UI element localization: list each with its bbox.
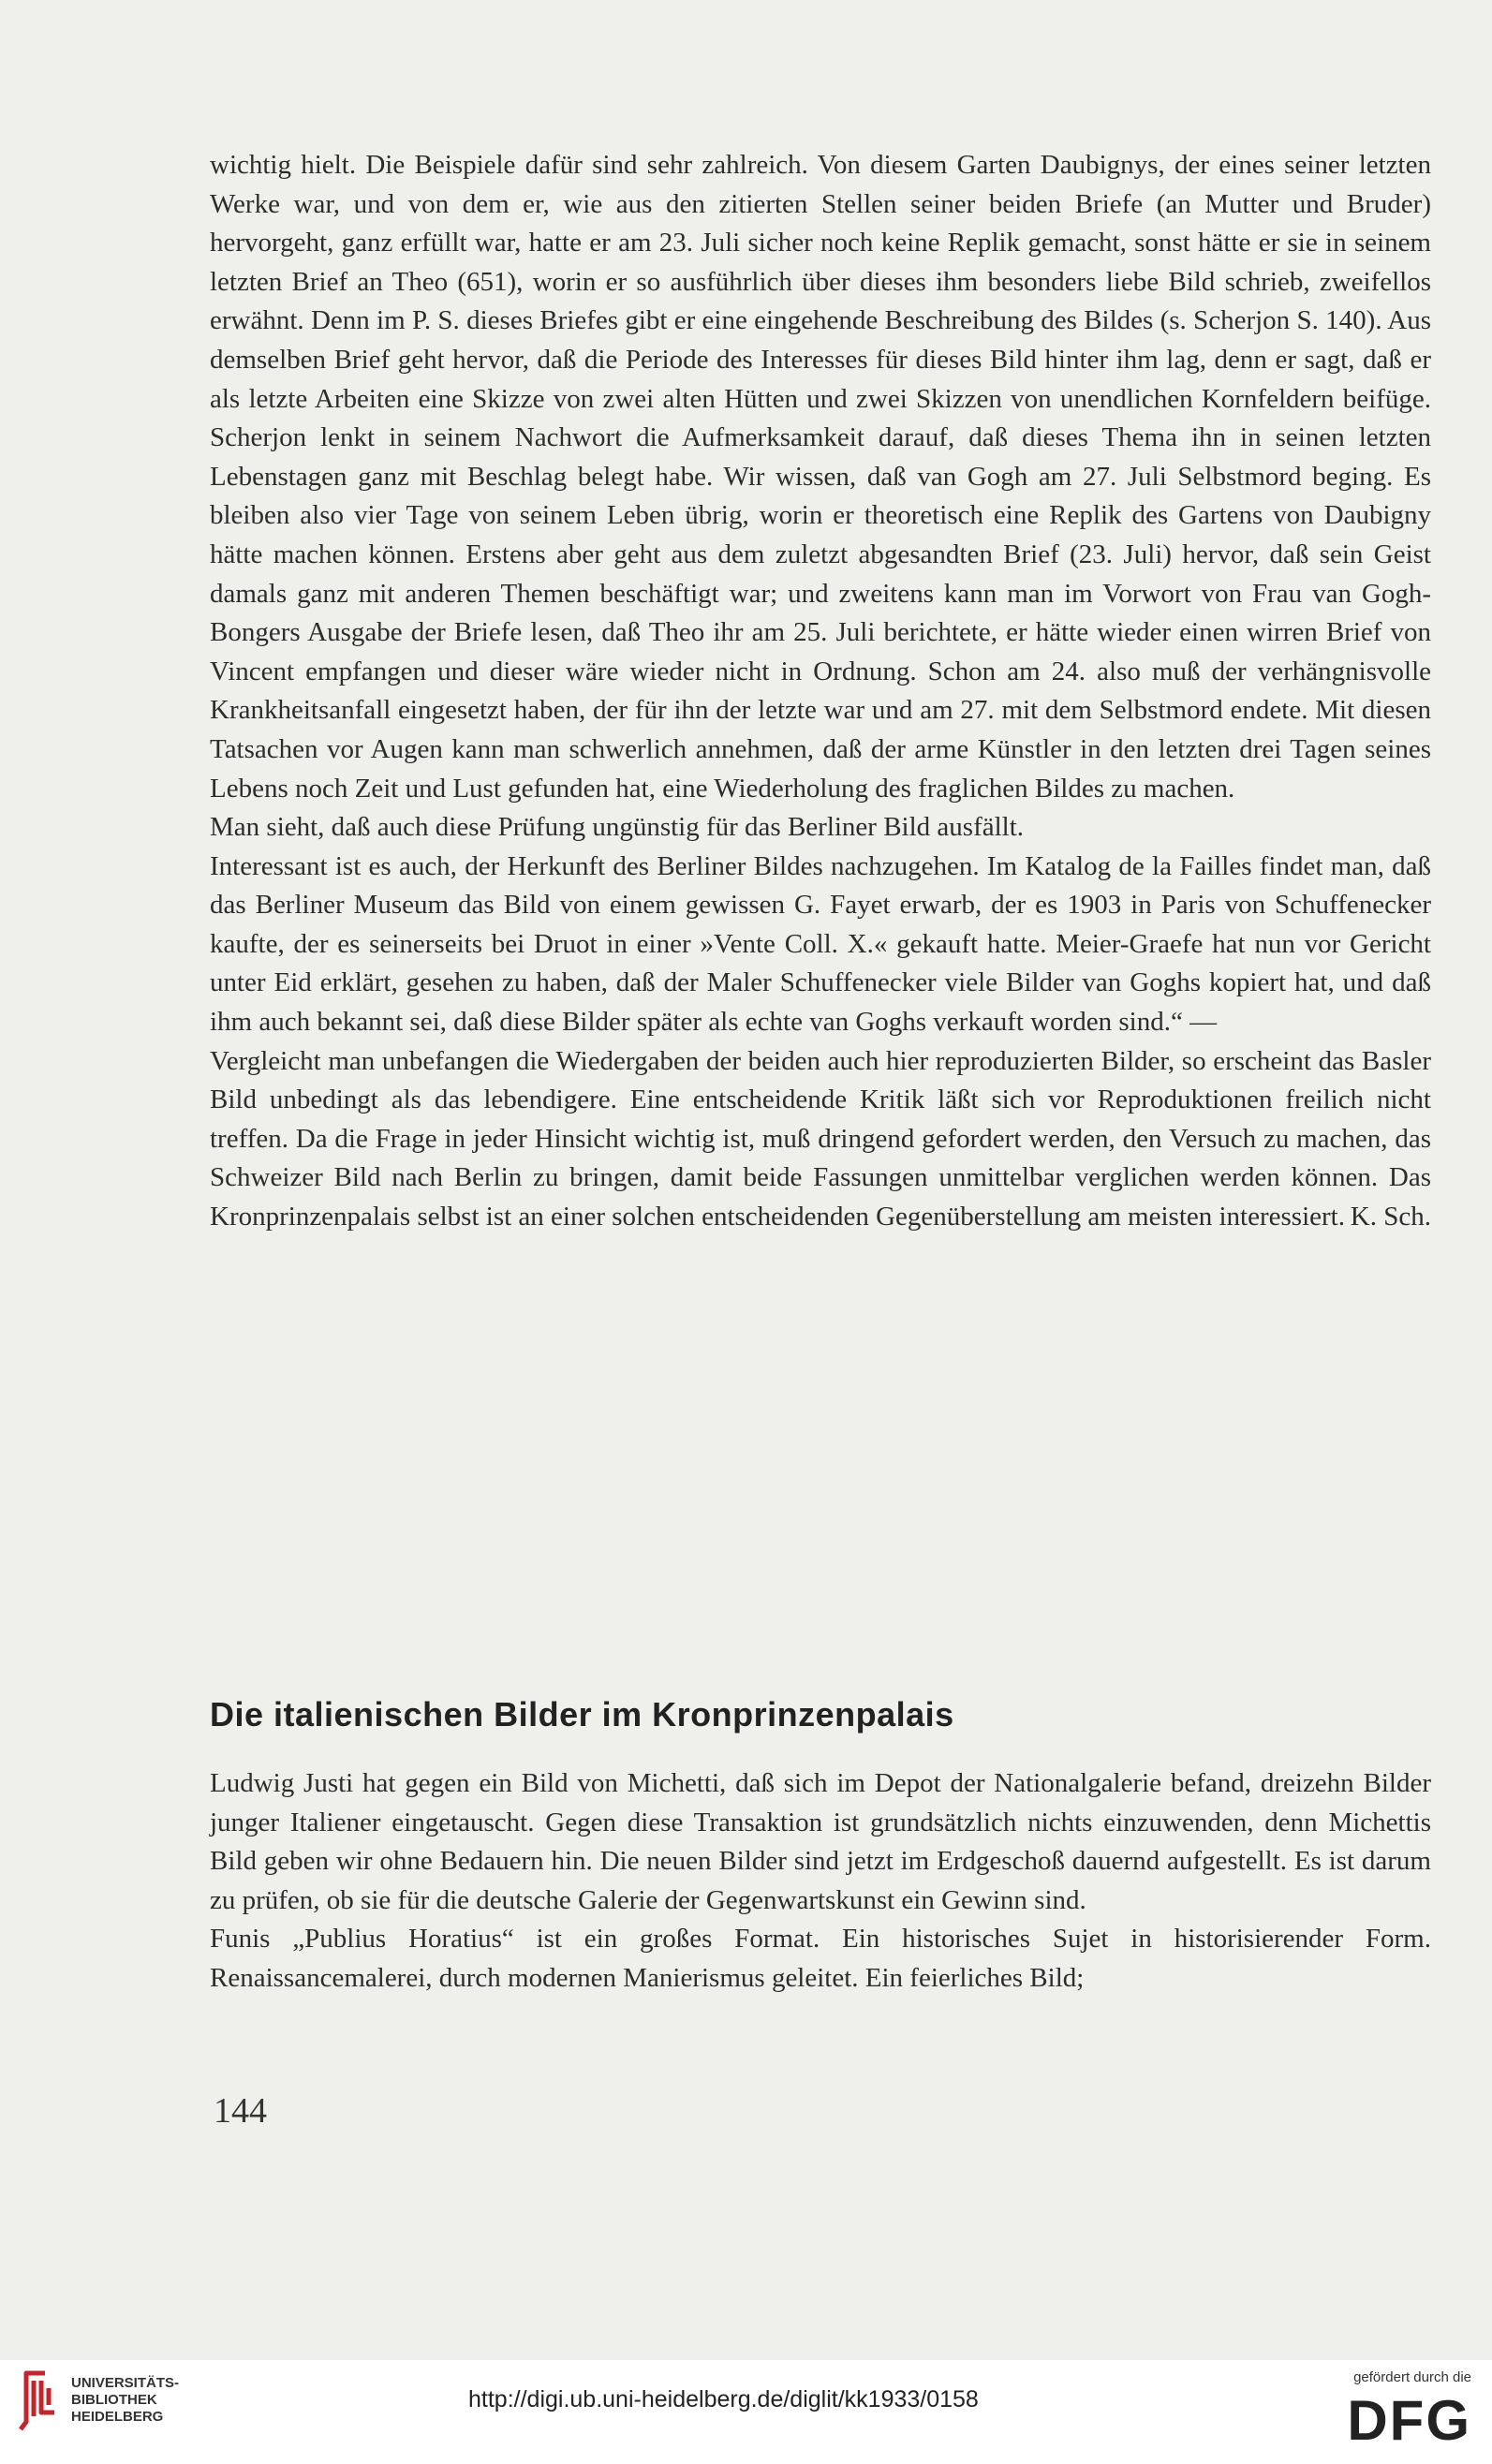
permalink[interactable]: http://digi.ub.uni-heidelberg.de/diglit/kk1933/0158 (468, 2386, 979, 2412)
dfg-logo-text: DFG (1347, 2389, 1471, 2452)
funder-logo[interactable] (1312, 2369, 1471, 2458)
funding-caption: gefördert durch die (1353, 2369, 1471, 2385)
closing-paragraph-text: Vergleicht man unbefangen die Wiedergaben der beiden auch hier reproduzierten Bilder, so erscheint das Basler Bild unbedingt als das lebendigere. Eine entscheidende Kritik läßt sich vor Reproduktionen freilich nicht treffen. Da die Frage in jeder Hinsicht wichtig ist, muß dringend gefordert werden, den Versuch zu machen, das Schweizer Bild nach Berlin zu bringen, damit beide Fassungen unmittelbar verglichen werden können. Das Kronprinzenpalais selbst ist an einer solchen entscheidenden Gegenüberstellung am meisten interessiert. (210, 1045, 1431, 1232)
page-number: 144 (214, 2091, 267, 2131)
body-paragraph: Interessant ist es auch, der Herkunft des Berliner Bildes nachzugehen. Im Katalog de la Failles findet man, daß das Berliner Museum das Bild von einem gewissen G. Fayet erwarb, der es 1903 in Paris von Schuffenecker kaufte, der es seinerseits bei Druot in einer »Vente Coll. X.« gekauft hatte. Meier-Graefe hat nun vor Gericht unter Eid erklärt, gesehen zu haben, daß der Maler Schuffenecker viele Bilder van Goghs kopiert hat, und daß ihm auch bekannt sei, daß diese Bilder später als echte van Goghs verkauft worden sind.“ — (210, 850, 1431, 1038)
library-name-line: UNIVERSITÄTS- (71, 2375, 180, 2391)
library-name (71, 2375, 179, 2426)
author-signature: K. Sch. (1350, 1202, 1431, 1232)
body-paragraph (210, 1042, 1431, 1237)
library-name-line: HEIDELBERG (71, 2409, 164, 2425)
body-paragraph: Ludwig Justi hat gegen ein Bild von Michetti, daß sich im Depot der Nationalgalerie befand, dreizehn Bilder junger Italiener eingetauscht. Gegen diese Transaktion ist grundsätzlich nichts einzuwenden, denn Michettis Bild geben wir ohne Bedauern hin. Die neuen Bilder sind jetzt im Erdgeschoß dauernd aufgestellt. Es ist darum zu prüfen, ob sie für die deutsche Galerie der Gegenwartskunst ein Gewinn sind. (210, 1768, 1431, 1915)
body-paragraph: wichtig hielt. Die Beispiele dafür sind sehr zahlreich. Von diesem Garten Daubignys, der eines seiner letzten Werke war, und von dem er, wie aus den zitierten Stellen seiner beiden Briefe (an Mutter und Bruder) hervorgeht, ganz erfüllt war, hatte er am 23. Juli sicher noch keine Replik gemacht, sonst hätte er sie in seinem letzten Brief an Theo (651), worin er so ausführlich über dieses ihm besonders liebe Bild schrieb, zweifellos erwähnt. Denn im P. S. dieses Briefes gibt er eine eingehende Beschreibung des Bildes (s. Scherjon S. 140). Aus demselben Brief geht hervor, daß die Periode des Interesses für dieses Bild hinter ihm lag, denn er sagt, daß er als letzte Arbeiten eine Skizze von zwei alten Hütten und zwei Skizzen von unendlichen Kornfeldern beifüge. Scherjon lenkt in seinem Nachwort die Aufmerksamkeit darauf, daß dieses Thema ihn in seinen letzten Lebenstagen ganz mit Beschlag belegt habe. Wir wissen, daß van Gogh am 27. Juli Selbstmord beging. Es bleiben also vier Tage von seinem Leben übrig, worin er theoretisch eine Replik des Gartens von Daubigny hätte machen können. Erstens aber geht aus dem zuletzt abgesandten Brief (23. Juli) hervor, daß sein Geist damals ganz mit anderen Themen beschäftigt war; und zweitens kann man im Vorwort von Frau van Gogh-Bongers Ausgabe der Briefe lesen, daß Theo ihr am 25. Juli berichtete, er hätte wieder einen wirren Brief von Vincent empfangen und dieser wäre wieder nicht in Ordnung. Schon am 24. also muß der verhängnisvolle Krankheitsanfall eingesetzt haben, der für ihn der letzte war und am 27. mit dem Selbstmord endete. Mit diesen Tatsachen vor Augen kann man schwerlich annehmen, daß der arme Künstler in den letzten drei Tagen seines Lebens noch Zeit und Lust gefunden hat, eine Wiederholung des fraglichen Bildes zu machen. (210, 150, 1431, 804)
body-paragraph: Man sieht, daß auch diese Prüfung ungünstig für das Berliner Bild ausfällt. (210, 812, 1025, 843)
body-paragraph: Funis „Publius Horatius“ ist ein großes Format. Ein historisches Sujet in historisierender Form. Renaissancemalerei, durch modernen Manierismus geleitet. Ein feierliches Bild; (210, 1924, 1431, 1993)
library-logo-mark-icon (17, 2369, 64, 2435)
article-continuation (210, 146, 1431, 1237)
article-body (210, 1764, 1431, 1999)
library-name-line: BIBLIOTHEK (71, 2392, 157, 2408)
footer-bar (0, 2360, 1492, 2464)
article-heading: Die italienischen Bilder im Kronprinzenpalais (210, 1695, 954, 1734)
library-logo[interactable] (17, 2369, 204, 2435)
